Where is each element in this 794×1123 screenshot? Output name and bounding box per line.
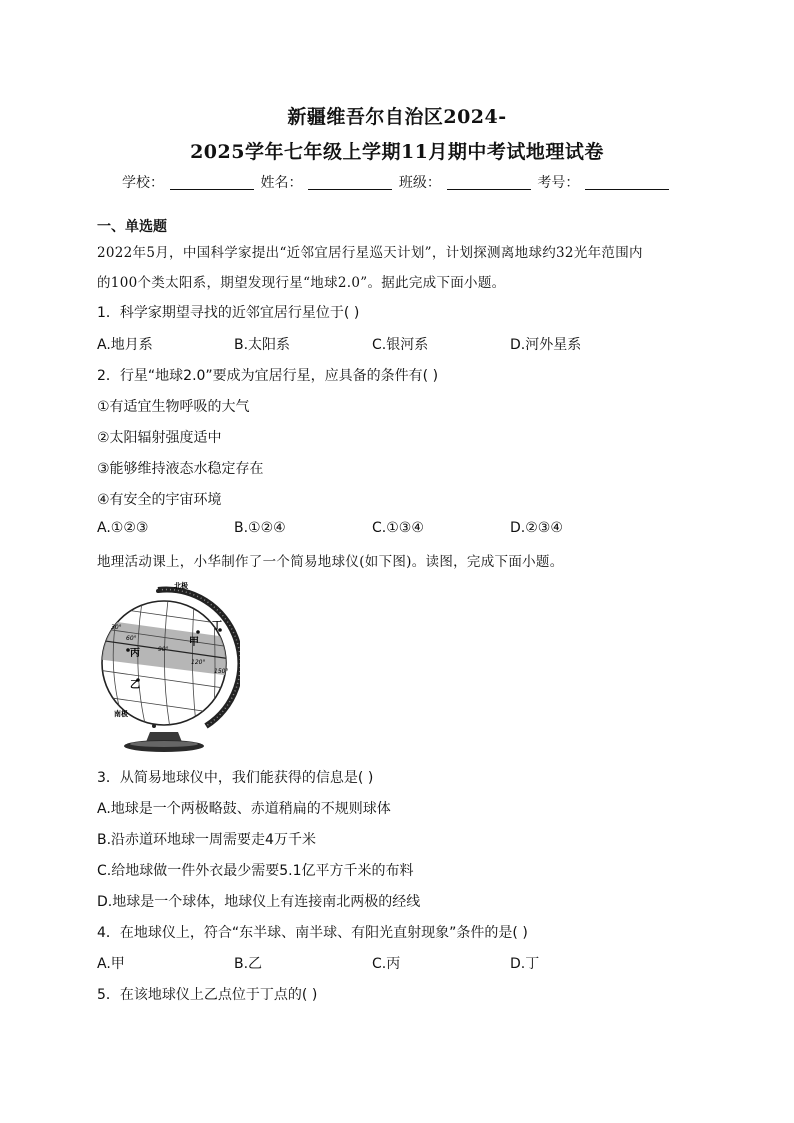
north-pole-tip [156, 589, 160, 593]
q2-stem: 2．行星“地球2.0”要成为宜居行星，应具备的条件有( ) [97, 368, 439, 384]
globe-figure [98, 578, 240, 754]
north-pole-label: 北极 [174, 582, 188, 590]
q1-option-d[interactable]: D.河外星系 [510, 337, 582, 353]
class-blank[interactable] [447, 175, 531, 190]
school-label: 学校： [122, 175, 164, 191]
q1-option-b[interactable]: B.太阳系 [234, 337, 291, 353]
q2-option-a[interactable]: A.①②③ [97, 520, 149, 536]
globe-stand-base-highlight [130, 741, 198, 747]
q3-option-c[interactable]: C.给地球做一件外衣最少需要5.1亿平方千米的布料 [97, 863, 414, 879]
q3-option-b[interactable]: B.沿赤道环地球一周需要走4万千米 [97, 832, 316, 848]
point-jia-label: 甲 [189, 637, 199, 648]
material1-line1: 2022年5月，中国科学家提出“近邻宜居行星巡天计划”，计划探测离地球约32光年范围内 [97, 245, 643, 261]
q2-condition-4: ④有安全的宇宙环境 [97, 492, 222, 508]
q2-option-b[interactable]: B.①②④ [234, 520, 286, 536]
q3-option-a[interactable]: A.地球是一个两极略鼓、赤道稍扁的不规则球体 [97, 801, 391, 817]
exam-no-label: 考号： [537, 175, 580, 191]
south-pole-tip [152, 724, 156, 728]
q1-option-c[interactable]: C.银河系 [372, 337, 429, 353]
q4-option-b[interactable]: B.乙 [234, 956, 263, 972]
school-blank[interactable] [170, 175, 254, 190]
exam-title-line1: 新疆维吾尔自治区2024- [287, 106, 507, 128]
lon-label-90: 90° [158, 646, 169, 653]
q3-stem: 3．从简易地球仪中，我们能获得的信息是( ) [97, 770, 374, 786]
south-pole-label: 南极 [114, 710, 128, 718]
lon-label-120: 120° [191, 659, 206, 666]
point-ding-label: 丁 [212, 621, 222, 632]
q3-option-d[interactable]: D.地球是一个球体，地球仪上有连接南北两极的经线 [97, 894, 421, 910]
q4-option-a[interactable]: A.甲 [97, 956, 125, 972]
point-jia-dot [196, 630, 200, 634]
q2-condition-2: ②太阳辐射强度适中 [97, 430, 222, 446]
q5-stem: 5．在该地球仪上乙点位于丁点的( ) [97, 987, 318, 1003]
q2-condition-3: ③能够维持液态水稳定存在 [97, 461, 264, 477]
q4-stem: 4．在地球仪上，符合“东半球、南半球、有阳光直射现象”条件的是( ) [97, 925, 528, 941]
q1-option-a[interactable]: A.地月系 [97, 337, 153, 353]
lon-label-30: 30° [111, 624, 122, 631]
point-bing-label: 丙 [130, 648, 140, 659]
q4-option-d[interactable]: D.丁 [510, 956, 540, 972]
q1-stem: 1．科学家期望寻找的近邻宜居行星位于( ) [97, 305, 360, 321]
q2-condition-1: ①有适宜生物呼吸的大气 [97, 399, 250, 415]
q2-option-c[interactable]: C.①③④ [372, 520, 424, 536]
lon-label-60: 60° [126, 635, 137, 642]
exam-title-line2: 2025学年七年级上学期11月期中考试地理试卷 [190, 141, 604, 163]
q2-option-d[interactable]: D.②③④ [510, 520, 563, 536]
point-yi-label: 乙 [130, 680, 140, 691]
name-label: 姓名： [260, 175, 303, 191]
name-blank[interactable] [308, 175, 392, 190]
class-label: 班级： [398, 175, 441, 191]
material2-line1: 地理活动课上，小华制作了一个简易地球仪(如下图)。读图，完成下面小题。 [97, 554, 564, 570]
q4-option-c[interactable]: C.丙 [372, 956, 401, 972]
lon-label-150: 150° [214, 668, 229, 675]
material1-line2: 的100个类太阳系，期望发现行星“地球2.0”。据此完成下面小题。 [97, 275, 506, 291]
section-title: 一、单选题 [97, 219, 167, 235]
exam-no-blank[interactable] [585, 175, 669, 190]
student-info-row [122, 172, 671, 192]
